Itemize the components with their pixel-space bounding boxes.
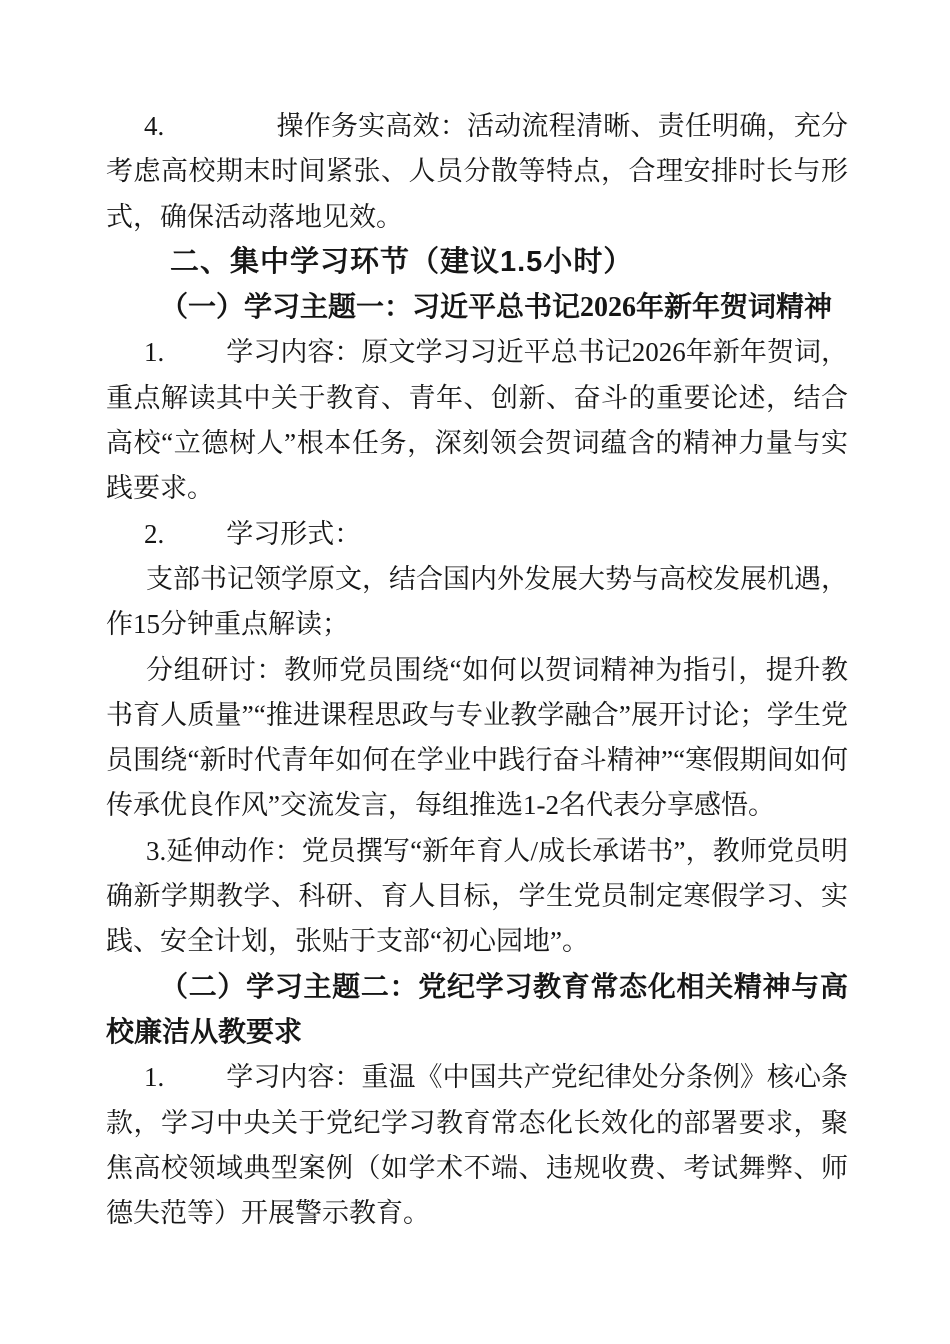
paragraph-text: 操作务实高效：活动流程清晰、责任明确，充分考虑高校期末时间紧张、人员分散等特点，合理安排时长与形式，确保活动落地见效。 xyxy=(106,111,848,232)
tab-spacer xyxy=(164,542,226,543)
paragraph-text: 学习内容：重温《中国共产党纪律处分条例》核心条款，学习中央关于党纪学习教育常态化长效化的部署要求，聚焦高校领域典型案例（如学术不端、违规收费、考试舞弊、师德失范等）开展警示教育。 xyxy=(106,1062,848,1229)
numbered-paragraph xyxy=(106,330,848,511)
numbered-paragraph xyxy=(106,1055,848,1236)
section-heading-level2: （一）学习主题一：习近平总书记2026年新年贺词精神 xyxy=(160,292,833,324)
body-paragraph: 支部书记领学原文，结合国内外发展大势与高校发展机遇，作15分钟重点解读； xyxy=(106,563,848,640)
document-body xyxy=(106,104,848,1236)
section-heading-level1: 二、集中学习环节（建议1.5小时） xyxy=(170,245,634,278)
paragraph-text: 学习形式： xyxy=(226,518,362,549)
list-number: 1. xyxy=(144,1062,165,1093)
body-paragraph: 分组研讨：教师党员围绕“如何以贺词精神为指引，提升教书育人质量”“推进课程思政与专业教学融合”展开讨论；学生党员围绕“新时代青年如何在学业中践行奋斗精神”“寒假期间如何传承优良作风”交流发言，每组推选1-2名代表分享感悟。 xyxy=(106,654,848,821)
list-number: 1. xyxy=(144,337,165,368)
tab-spacer xyxy=(164,360,226,361)
list-number: 2. xyxy=(144,518,165,549)
tab-spacer xyxy=(164,1085,226,1086)
tab-spacer xyxy=(164,134,276,135)
numbered-paragraph xyxy=(106,512,848,557)
section-heading-level2: （二）学习主题二：党纪学习教育常态化相关精神与高校廉洁从教要求 xyxy=(106,971,848,1048)
numbered-paragraph xyxy=(106,104,848,240)
list-number: 4. xyxy=(144,111,165,141)
body-paragraph: 3.延伸动作：党员撰写“新年育人/成长承诺书”，教师党员明确新学期教学、科研、育人目标，学生党员制定寒假学习、实践、安全计划，张贴于支部“初心园地”。 xyxy=(106,835,848,957)
paragraph-text: 学习内容：原文学习习近平总书记2026年新年贺词，重点解读其中关于教育、青年、创新、奋斗的重要论述，结合高校“立德树人”根本任务，深刻领会贺词蕴含的精神力量与实践要求。 xyxy=(106,337,848,504)
